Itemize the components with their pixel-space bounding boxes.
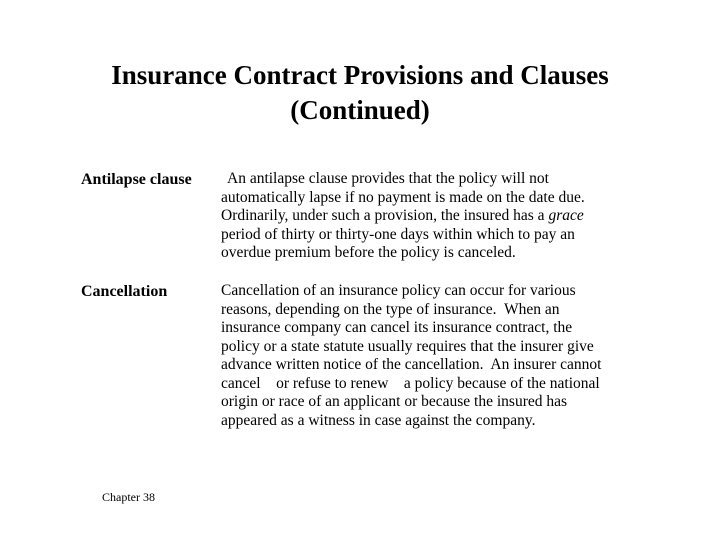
- definition-line: automatically lapse if no payment is made on the date due.: [221, 188, 585, 206]
- definition-line: insurance company can cancel its insurance contract, the: [221, 319, 573, 336]
- definition-line: policy or a state statute usually requires that the insurer give: [221, 337, 594, 355]
- slide-title-line-1: Insurance Contract Provisions and Clauses: [111, 60, 609, 90]
- definition-cancellation: [221, 282, 661, 430]
- definition-line: cancel or refuse to renew a policy because of the national: [221, 374, 600, 392]
- slide-title-line-2: (Continued): [290, 95, 430, 125]
- definition-line: period of thirty or thirty-one days within which to pay an: [221, 225, 575, 243]
- term-cancellation: Cancellation: [81, 283, 168, 300]
- definition-line: An antilapse clause provides that the policy will not: [227, 170, 549, 187]
- definition-line: reasons, depending on the type of insurance. When an: [221, 300, 560, 318]
- grace-emphasis: grace: [548, 207, 584, 224]
- definition-line: overdue premium before the policy is canceled.: [221, 244, 516, 261]
- definition-line: Cancellation of an insurance policy can occur for various: [221, 282, 576, 299]
- definition-line: origin or race of an applicant or because the insured has: [221, 393, 568, 410]
- definition-line-text: Ordinarily, under such a provision, the insured has a: [221, 207, 549, 224]
- definition-line: advance written notice of the cancellation. An insurer cannot: [221, 356, 602, 373]
- chapter-footer: Chapter 38: [102, 490, 155, 504]
- term-antilapse-clause: Antilapse clause: [81, 171, 192, 188]
- definition-line: [221, 207, 661, 226]
- slide-title: [0, 58, 720, 128]
- definition-line: appeared as a witness in case against the company.: [221, 411, 536, 429]
- definition-antilapse-clause: [221, 170, 661, 263]
